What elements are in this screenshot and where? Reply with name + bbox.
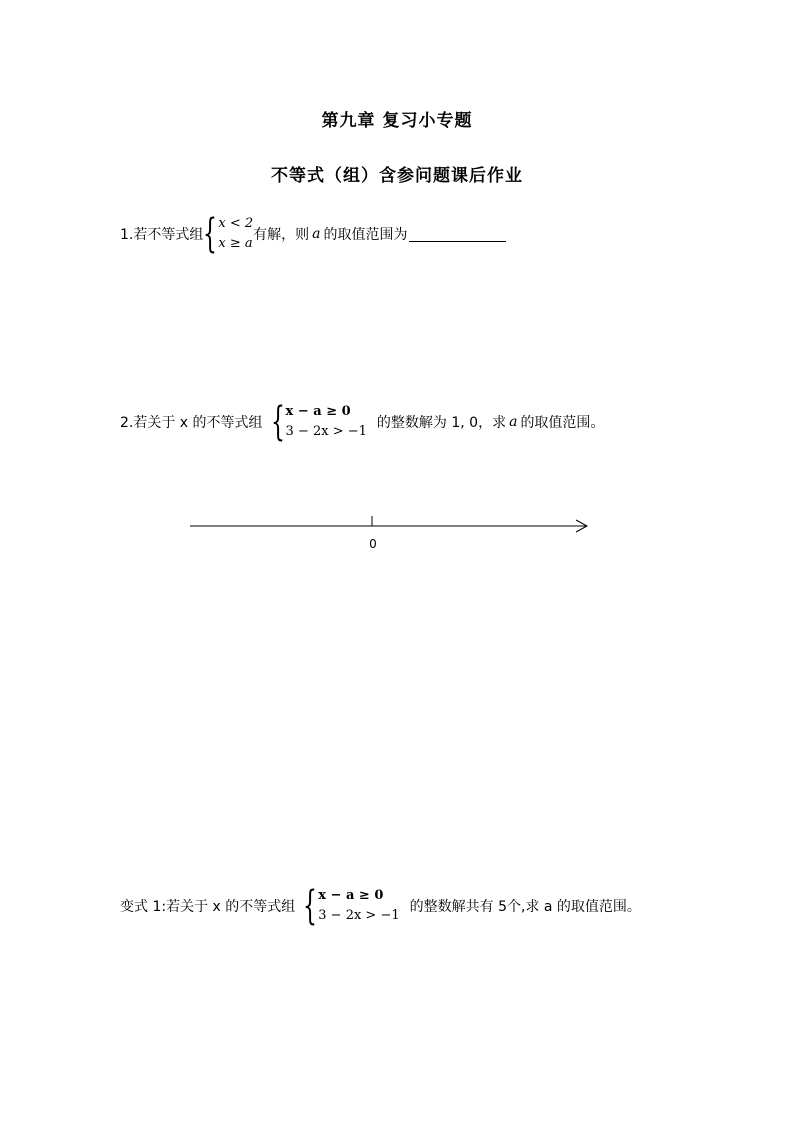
system-1-eq-2: x ≥ a — [218, 236, 253, 251]
question-2-suffix-a: 的整数解为 1, 0，求 — [376, 415, 507, 431]
variant-1-prefix: 变式 1:若关于 x 的不等式组 — [120, 899, 296, 915]
inequality-system-2 — [270, 399, 367, 445]
question-1-prefix: 1.若不等式组 — [120, 227, 204, 243]
question-2-variable: a — [509, 414, 518, 430]
question-1-variable: a — [312, 226, 321, 242]
question-2-suffix-b: 的取值范围。 — [520, 415, 605, 431]
chapter-title: 第九章 复习小专题 — [321, 111, 473, 131]
answer-blank[interactable] — [409, 227, 506, 242]
system-1-eq-1: x < 2 — [218, 216, 254, 231]
question-1 — [120, 211, 506, 257]
left-brace: { — [203, 211, 218, 257]
inequality-system-3 — [303, 883, 400, 929]
question-2 — [120, 399, 605, 445]
system-3-eq-1: x − a ≥ 0 — [318, 888, 384, 903]
variant-1 — [120, 883, 641, 929]
number-line-origin-label: 0 — [369, 537, 377, 551]
question-2-prefix: 2.若关于 x 的不等式组 — [120, 415, 263, 431]
number-line — [190, 512, 592, 556]
system-2-eq-1: x − a ≥ 0 — [285, 404, 351, 419]
left-brace: { — [303, 883, 318, 929]
question-1-suffix-a: 有解，则 — [253, 227, 310, 243]
inequality-system-1 — [203, 211, 254, 257]
worksheet-subtitle: 不等式（组）含参问题课后作业 — [271, 166, 523, 186]
question-1-suffix-b: 的取值范围为 — [323, 227, 408, 243]
system-3-eq-2: 3 − 2x > −1 — [318, 908, 400, 923]
variant-1-suffix: 的整数解共有 5个,求 a 的取值范围。 — [409, 899, 641, 915]
left-brace: { — [270, 399, 285, 445]
system-2-eq-2: 3 − 2x > −1 — [285, 424, 367, 439]
